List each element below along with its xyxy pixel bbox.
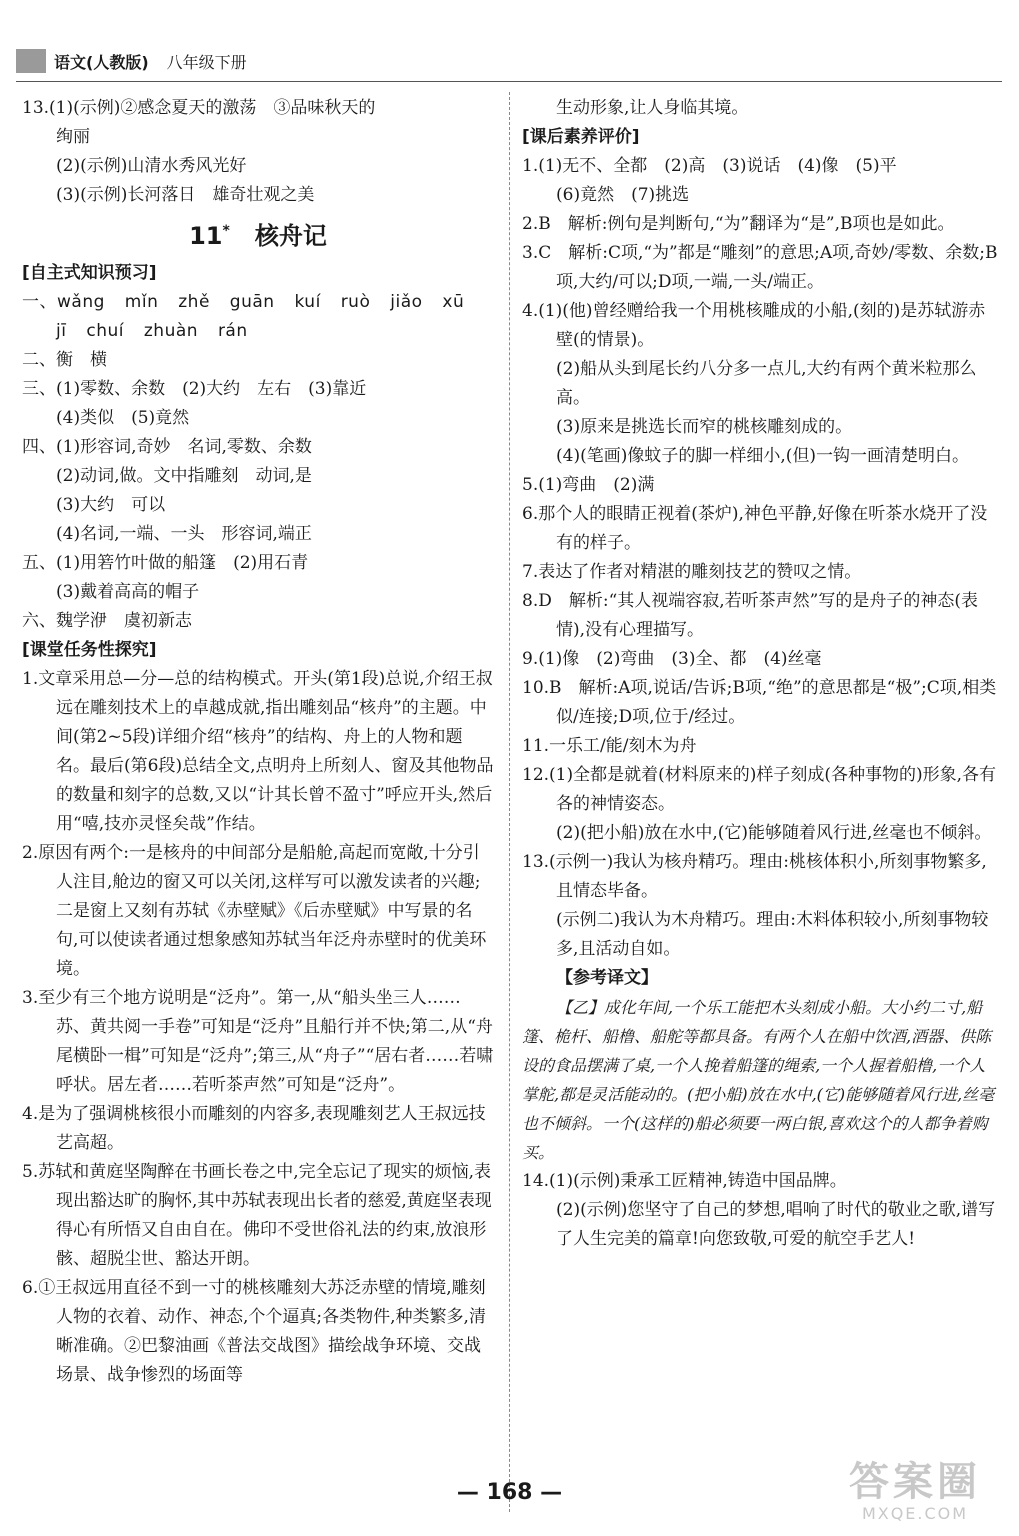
left-column [22, 94, 494, 1390]
answer-13-prev-3: (2)(示例)山清水秀风光好 [56, 156, 247, 176]
header-rule [16, 81, 1002, 82]
after-answer-10: 10.B 解析:A项,说话/告诉;B项,“绝”的意思都是“极”;C项,相类似/连接;D项,位于/经过。 [522, 678, 997, 727]
after-answer-9: 9.(1)像 (2)弯曲 (3)全、都 (4)丝毫 [522, 649, 822, 669]
after-answer-3: 3.C 解析:C项,“为”都是“雕刻”的意思;A项,奇妙/零数、余数;B项,大约/可以;D项,一端,一头/端正。 [522, 243, 998, 292]
preview-4c: (3)大约 可以 [56, 495, 166, 515]
column-divider [509, 92, 510, 1512]
after-answer-1a: 1.(1)无不、全都 (2)高 (3)说话 (4)像 (5)平 [522, 156, 897, 176]
after-answer-12b: (2)(把小船)放在水中,(它)能够随着风行进,丝毫也不倾斜。 [556, 823, 992, 843]
answer-13-prev-2: 绚丽 [56, 127, 90, 147]
after-answer-13a: 13.(示例一)我认为核舟精巧。理由:桃核体积小,所刻事物繁多,且情态毕备。 [522, 852, 987, 901]
page-number: — 168 — [456, 1480, 563, 1505]
class-answer-5: 5.苏轼和黄庭坚陶醉在书画长卷之中,完全忘记了现实的烦恼,表现出豁达旷的胸怀,其中苏轼表现出长者的慈爱,黄庭坚表现得心有所悟又自由自在。佛印不受世俗礼法的约束,放浪形骸、超脱尘世、豁达开朗。 [22, 1162, 492, 1269]
after-answer-4b: (2)船从头到尾长约八分多一点儿,大约有两个黄米粒那么高。 [556, 359, 977, 408]
preview-4b: (2)动词,做。文中指雕刻 动词,是 [56, 466, 312, 486]
lesson-number: 11 [189, 222, 223, 250]
class-answer-6: 6.①王叔远用直径不到一寸的桃核雕刻大苏泛赤壁的情境,雕刻人物的衣着、动作、神态,个个逼真;各类物件,种类繁多,清晰准确。②巴黎油画《普法交战图》描绘战争环境、交战场景、战争惨烈的场面等 [22, 1278, 486, 1385]
after-answer-4d: (4)(笔画)像蚊子的脚一样细小,(但)一钩一画清楚明白。 [556, 446, 970, 466]
preview-4d: (4)名词,一端、一头 形容词,端正 [56, 524, 312, 544]
after-answer-14b: (2)(示例)您坚守了自己的梦想,唱响了时代的敬业之歌,谱写了人生完美的篇章!向您致敬,可爱的航空手艺人! [556, 1200, 996, 1249]
preview-5a: 五、(1)用箬竹叶做的船篷 (2)用石青 [22, 553, 309, 573]
class-answer-1: 1.文章采用总—分—总的结构模式。开头(第1段)总说,介绍王叔远在雕刻技术上的卓越成就,指出雕刻品“核舟”的主题。中间(第2~5段)详细介绍“核舟”的结构、舟上的人物和题名。最后(第6段)总结全文,点明舟上所刻人、窗及其他物品的数量和刻字的总数,又以“计其长曾不盈寸”呼应开头,然后用“嘻,技亦灵怪矣哉”作结。 [22, 669, 494, 834]
preview-5b: (3)戴着高高的帽子 [56, 582, 200, 602]
header-title: 语文(人教版) [54, 52, 149, 72]
after-answer-1b: (6)竟然 (7)挑选 [556, 185, 690, 205]
after-answer-4a: 4.(1)(他)曾经赠给我一个用桃核雕成的小船,(刻的)是苏轼游赤壁(的情景)。 [522, 301, 986, 350]
right-column [522, 94, 1000, 1254]
class-answer-3: 3.至少有三个地方说明是“泛舟”。第一,从“船头坐三人……苏、黄共阅一手卷”可知是“泛舟”且船行并不快;第二,从“舟尾横卧一楫”可知是“泛舟”;第三,从“舟子”“居右者……若啸呼状。居左者……若听茶声然”可知是“泛舟”。 [22, 988, 494, 1095]
reference-translation-text: 【乙】成化年间,一个乐工能把木头刻成小船。大小约二寸,船篷、桅杆、船橹、船舵等都具备。有两个人在船中饮酒,酒器、供陈设的食品摆满了桌,一个人挽着船篷的绳索,一个人握着船橹,一个人掌舵,都是灵活能动的。(把小船)放在水中,(它)能够随着风行进,丝毫也不倾斜。一个(这样的)船必须要一两白银,喜欢这个的人都争着购买。 [522, 998, 995, 1162]
answer-13-prev-4: (3)(示例)长河落日 雄奇壮观之美 [56, 185, 315, 205]
after-answer-12a: 12.(1)全都是就着(材料原来的)样子刻成(各种事物的)形象,各有各的神情姿态。 [522, 765, 997, 814]
section-preview: [自主式知识预习] [22, 263, 157, 283]
preview-3b: (4)类似 (5)竟然 [56, 408, 190, 428]
class-answer-4: 4.是为了强调桃核很小而雕刻的内容多,表现雕刻艺人王叔远技艺高超。 [22, 1104, 486, 1153]
preview-4a: 四、(1)形容词,奇妙 名词,零数、余数 [22, 437, 312, 457]
lesson-heading [22, 214, 494, 253]
watermark-logo [825, 1460, 1005, 1530]
after-answer-11: 11.一乐工/能/刻木为舟 [522, 736, 697, 756]
after-answer-2: 2.B 解析:例句是判断句,“为”翻译为“是”,B项也是如此。 [522, 214, 955, 234]
page-header [16, 46, 247, 76]
after-answer-14a: 14.(1)(示例)秉承工匠精神,铸造中国品牌。 [522, 1171, 847, 1191]
pinyin-line-1: 一、wǎng mǐn zhě guān kuí ruò jiǎo xū [22, 292, 465, 312]
after-answer-5: 5.(1)弯曲 (2)满 [522, 475, 655, 495]
after-answer-4c: (3)原来是挑选长而窄的桃核雕刻成的。 [556, 417, 853, 437]
preview-6: 六、魏学洢 虞初新志 [22, 611, 192, 631]
watermark-logo-text: 答案圈 [849, 1459, 981, 1505]
lesson-star: * [222, 223, 230, 239]
section-class: [课堂任务性探究] [22, 640, 157, 660]
preview-3a: 三、(1)零数、余数 (2)大约 左右 (3)靠近 [22, 379, 367, 399]
header-tab-marker [16, 49, 46, 73]
after-answer-7: 7.表达了作者对精湛的雕刻技艺的赞叹之情。 [522, 562, 862, 582]
answer-13-prev-1: 13.(1)(示例)②感念夏天的激荡 ③品味秋天的 [22, 98, 376, 118]
section-after-class: [课后素养评价] [522, 127, 640, 147]
watermark-url: MXQE.COM [861, 1504, 969, 1523]
preview-2: 二、衡 横 [22, 350, 107, 370]
pinyin-line-2: jī chuí zhuàn rán [56, 321, 248, 341]
class-answer-6-cont: 生动形象,让人身临其境。 [556, 98, 749, 118]
class-answer-2: 2.原因有两个:一是核舟的中间部分是船舱,高起而宽敞,十分引人注目,舱边的窗又可以关闭,这样写可以激发读者的兴趣;二是窗上又刻有苏轼《赤壁赋》《后赤壁赋》中写景的名句,可以使读者通过想象感知苏轼当年泛舟赤壁时的优美环境。 [22, 843, 487, 979]
reference-translation-title: 【参考译文】 [556, 968, 658, 988]
lesson-title: 核舟记 [254, 222, 327, 250]
after-answer-13b: (示例二)我认为木舟精巧。理由:木料体积较小,所刻事物较多,且活动自如。 [556, 910, 989, 959]
after-answer-8: 8.D 解析:“其人视端容寂,若听茶声然”写的是舟子的神态(表情),没有心理描写。 [522, 591, 978, 640]
header-grade: 八年级下册 [166, 52, 247, 72]
after-answer-6: 6.那个人的眼睛正视着(茶炉),神色平静,好像在听茶水烧开了没有的样子。 [522, 504, 988, 553]
